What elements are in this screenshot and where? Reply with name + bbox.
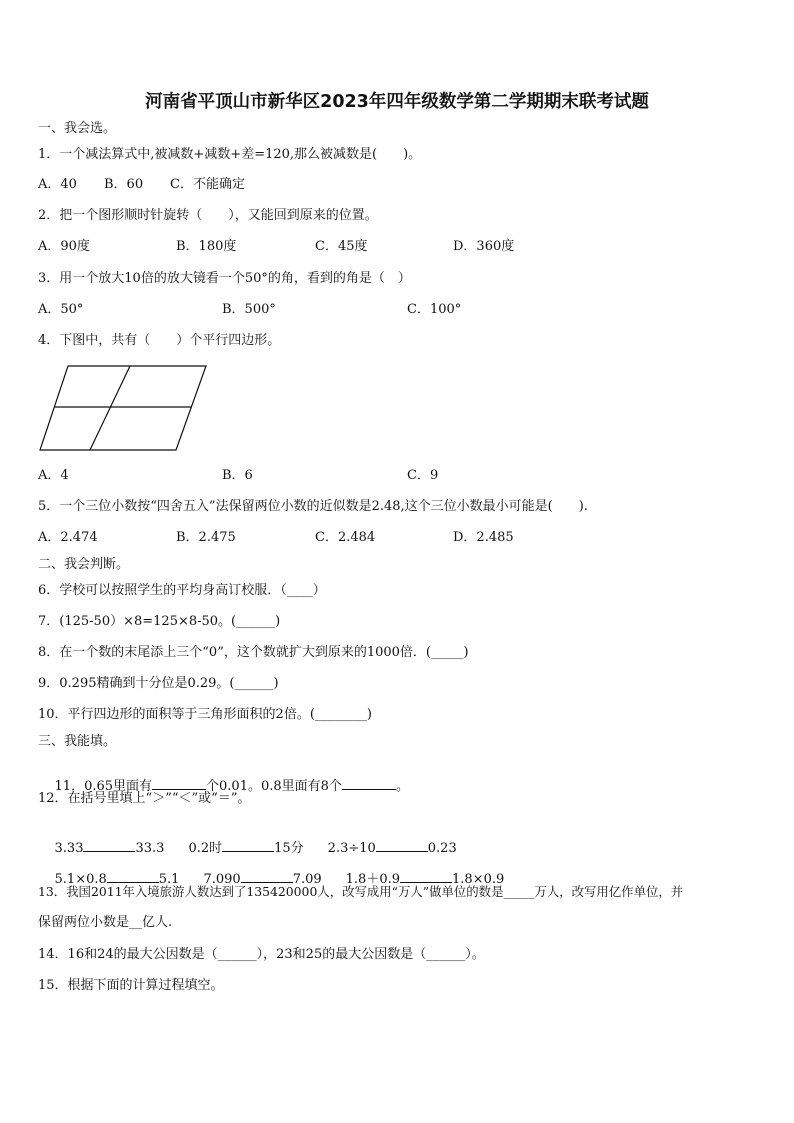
question-4: 4．下图中，共有（ ）个平行四边形。 xyxy=(38,333,281,348)
answer-blank xyxy=(83,839,135,852)
compare-right: 5.1 xyxy=(158,872,180,887)
question-6: 6．学校可以按照学生的平均身高订校服．（____） xyxy=(38,583,326,598)
question-13-line-2: 保留两位小数是__亿人. xyxy=(38,915,173,930)
q2-option-d: D．360度 xyxy=(453,239,515,254)
section-heading-fill: 三、我能填。 xyxy=(38,734,117,749)
q11-part-3: 。 xyxy=(395,779,409,794)
q2-option-c: C．45度 xyxy=(315,239,368,254)
compare-right: 7.09 xyxy=(292,872,322,887)
answer-blank xyxy=(107,870,159,883)
answer-blank xyxy=(376,839,428,852)
question-8: 8．在一个数的末尾添上三个“0”，这个数就扩大到原来的1000倍．(_____) xyxy=(38,645,469,660)
question-10: 10．平行四边形的面积等于三角形面积的2倍。(________) xyxy=(38,707,372,722)
question-2: 2．把一个图形顺时针旋转（ ），又能回到原来的位置。 xyxy=(38,208,378,223)
question-3: 3．用一个放大10倍的放大镜看一个50°的角，看到的角是（ ） xyxy=(38,271,411,286)
answer-blank xyxy=(241,870,293,883)
q3-option-a: A．50° xyxy=(38,302,84,317)
q4-option-b: B．6 xyxy=(222,468,253,483)
compare-left: 7.090 xyxy=(203,872,241,887)
compare-right: 15分 xyxy=(274,841,304,856)
compare-right: 33.3 xyxy=(135,841,165,856)
q3-option-c: C．100° xyxy=(407,302,462,317)
compare-right: 1.8×0.9 xyxy=(452,872,505,887)
question-13-line-1: 13．我国2011年入境旅游人数达到了135420000人，改写成用“万人”做单位的数是_____万人，改写用亿作单位，并 xyxy=(38,884,684,899)
compare-left: 3.33 xyxy=(54,841,84,856)
compare-left: 2.3÷10 xyxy=(327,841,376,856)
section-heading-choose: 一、我会选。 xyxy=(38,121,117,136)
page-title: 河南省平顶山市新华区2023年四年级数学第二学期期末联考试题 xyxy=(145,92,649,112)
q1-option-a: A．40 xyxy=(38,177,77,192)
parallelogram-outline xyxy=(40,366,206,450)
answer-blank xyxy=(152,777,206,790)
question-15: 15．根据下面的计算过程填空。 xyxy=(38,978,224,993)
q4-option-a: A．4 xyxy=(38,468,69,483)
q11-part-2: 个0.01。0.8里面有8个 xyxy=(206,779,342,794)
answer-blank xyxy=(400,870,452,883)
compare-left: 5.1×0.8 xyxy=(54,872,107,887)
compare-right: 0.23 xyxy=(427,841,457,856)
question-12: 12．在括号里填上“＞”“＜”或“＝”。 xyxy=(38,791,251,806)
q1-option-c: C．不能确定 xyxy=(170,177,245,192)
question-5: 5．一个三位小数按“四舍五入”法保留两位小数的近似数是2.48,这个三位小数最小可能是( ). xyxy=(38,499,588,514)
q2-option-b: B．180度 xyxy=(176,239,237,254)
question-7: 7．(125-50）×8=125×8-50。(______) xyxy=(38,614,281,629)
parallelogram-figure xyxy=(38,364,213,454)
compare-left: 1.8＋0.9 xyxy=(345,872,400,887)
q2-option-a: A．90度 xyxy=(38,239,90,254)
question-1: 1．一个减法算式中,被减数+减数+差=120,那么被减数是( )。 xyxy=(38,147,422,162)
q1-option-b: B．60 xyxy=(104,177,144,192)
q11-part-1: 11．0.65里面有 xyxy=(54,779,153,794)
answer-blank xyxy=(222,839,274,852)
question-9: 9．0.295精确到十分位是0.29。(______) xyxy=(38,676,279,691)
q4-option-c: C．9 xyxy=(407,468,439,483)
question-14: 14．16和24的最大公因数是（______），23和25的最大公因数是（______）。 xyxy=(38,947,485,962)
q5-option-d: D．2.485 xyxy=(453,530,514,545)
q5-option-b: B．2.475 xyxy=(176,530,236,545)
q3-option-b: B．500° xyxy=(222,302,276,317)
parallelogram-middle-slanted-line xyxy=(90,366,130,450)
compare-left: 0.2时 xyxy=(188,841,223,856)
q5-option-c: C．2.484 xyxy=(315,530,376,545)
section-heading-judge: 二、我会判断。 xyxy=(38,557,130,572)
q5-option-a: A．2.474 xyxy=(38,530,98,545)
answer-blank xyxy=(342,777,396,790)
